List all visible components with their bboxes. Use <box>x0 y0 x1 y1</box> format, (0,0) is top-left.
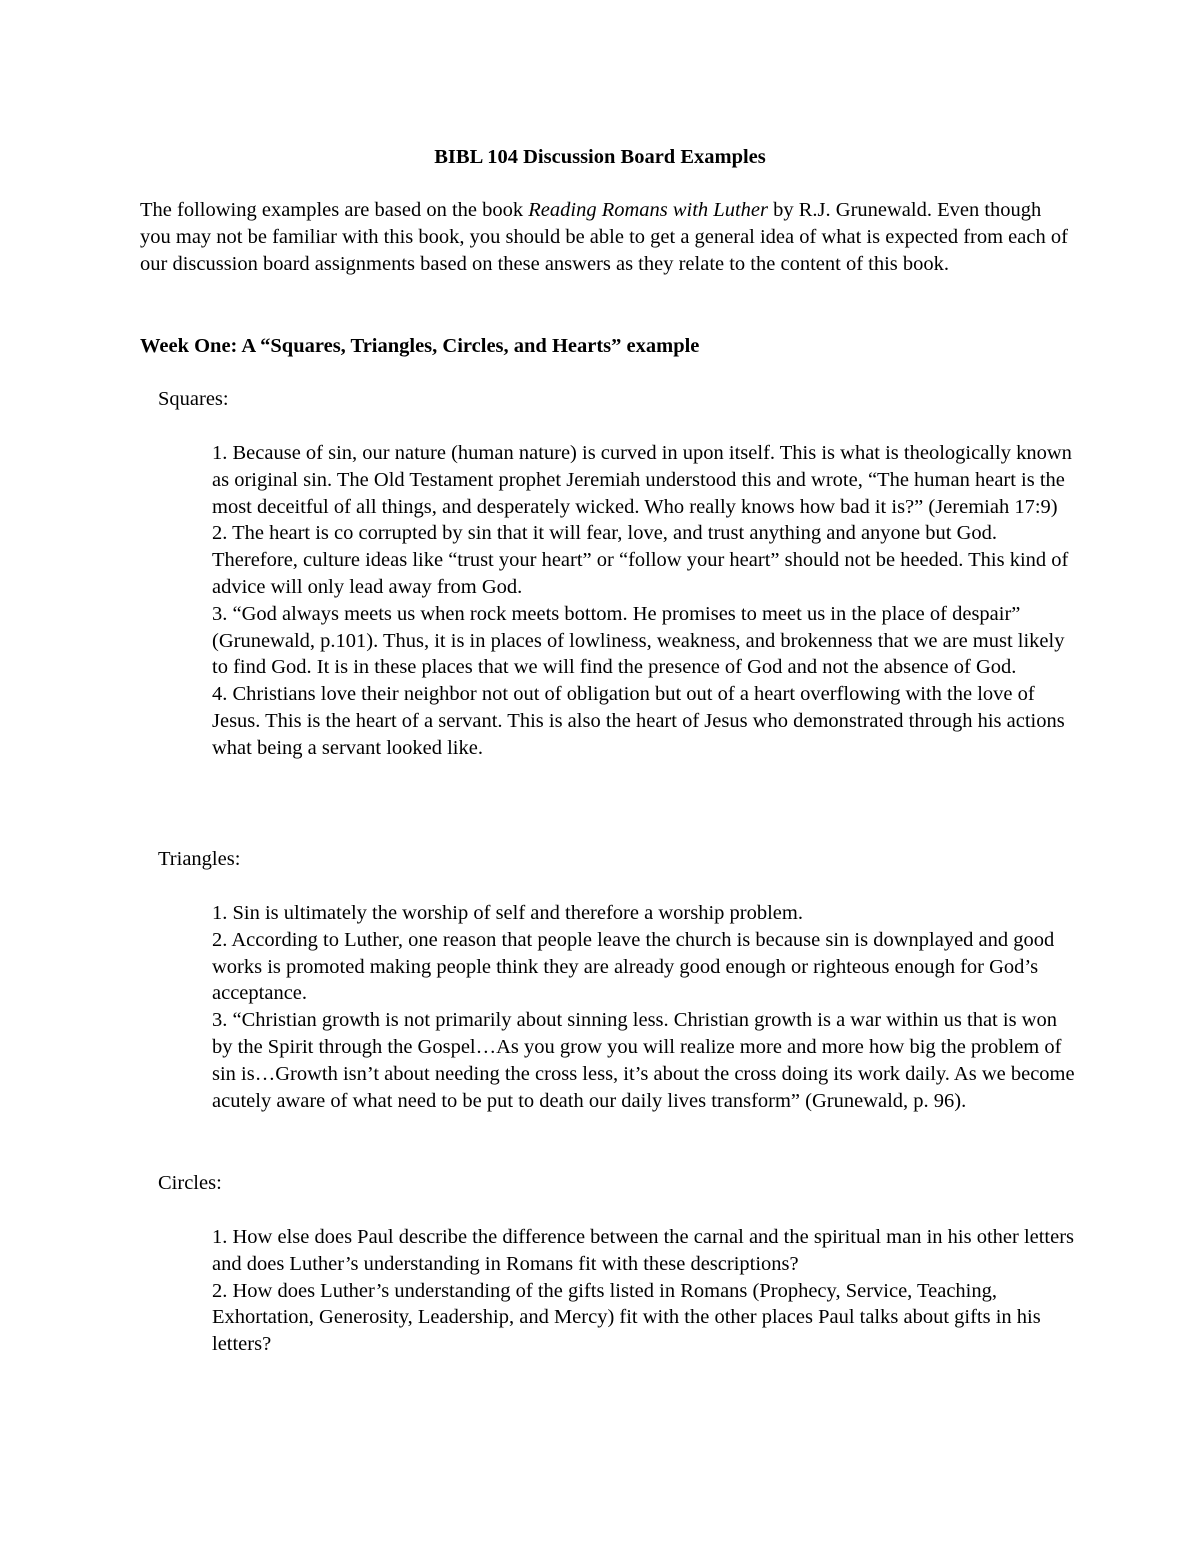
book-title: Reading Romans with Luther <box>528 199 768 221</box>
section-label-circles: Circles: <box>158 1172 222 1194</box>
section-label-triangles: Triangles: <box>158 848 241 870</box>
intro-paragraph <box>140 197 1070 278</box>
list-item: 1. Sin is ultimately the worship of self and therefore a worship problem. <box>212 902 803 924</box>
document-title: BIBL 104 Discussion Board Examples <box>434 146 766 168</box>
week-one-heading: Week One: A “Squares, Triangles, Circles, and Hearts” example <box>140 335 700 357</box>
list-item: 2. The heart is co corrupted by sin that it will fear, love, and trust anything and anyone but God. Therefore, culture ideas like “trust your heart” or “follow your heart” should not be heeded. This kind of advice will only lead away from God. <box>212 522 1069 598</box>
intro-text-start: The following examples are based on the book <box>140 199 529 221</box>
list-item: 2. How does Luther’s understanding of the gifts listed in Romans (Prophecy, Service, Teaching, Exhortation, Generosity, Leadership, and Mercy) fit with the other places Paul talks about gifts in his letters? <box>212 1279 1041 1356</box>
list-item: 3. “God always meets us when rock meets bottom. He promises to meet us in the place of despair” (Grunewald, p.101). Thus, it is in places of lowliness, weakness, and brokenness that we are must likely to find God. It is in these places that we will find the presence of God and not the absence of God. <box>212 602 1065 679</box>
list-item: 3. “Christian growth is not primarily about sinning less. Christian growth is a war within us that is won by the Spirit through the Gospel…As you grow you will realize more and more how big the problem of sin is…Growth isn’t about needing the cross less, it’s about the cross doing its work daily. As we become acutely aware of what need to be put to death our daily lives transform” (Grunewald, p. 96). <box>212 1009 1075 1112</box>
section-label-squares: Squares: <box>158 388 229 410</box>
list-item: 4. Christians love their neighbor not out of obligation but out of a heart overflowing with the love of Jesus. This is the heart of a servant. This is also the heart of Jesus who demonstrated through his actions what being a servant looked like. <box>212 683 1065 759</box>
list-item: 2. According to Luther, one reason that people leave the church is because sin is downplayed and good works is promoted making people think they are already good enough or righteous enough for God’s acceptance. <box>212 928 1055 1005</box>
squares-list <box>212 440 1082 762</box>
list-item: 1. How else does Paul describe the difference between the carnal and the spiritual man in his other letters and does Luther’s understanding in Romans fit with these descriptions? <box>212 1226 1075 1275</box>
triangles-list <box>212 900 1082 1114</box>
list-item: 1. Because of sin, our nature (human nature) is curved in upon itself. This is what is theologically known as original sin. The Old Testament prophet Jeremiah understood this and wrote, “The human heart is the most deceitful of all things, and desperately wicked. Who really knows how bad it is?” (Jeremiah 17:9) <box>212 442 1072 518</box>
circles-list <box>212 1224 1082 1358</box>
intro-text-end: by R.J. Grunewald. Even though you may not be familiar with this book, you should be able to get a general idea of what is expected from each of our discussion board assignments based on these answers as they relate to the content of this book. <box>140 199 1068 275</box>
